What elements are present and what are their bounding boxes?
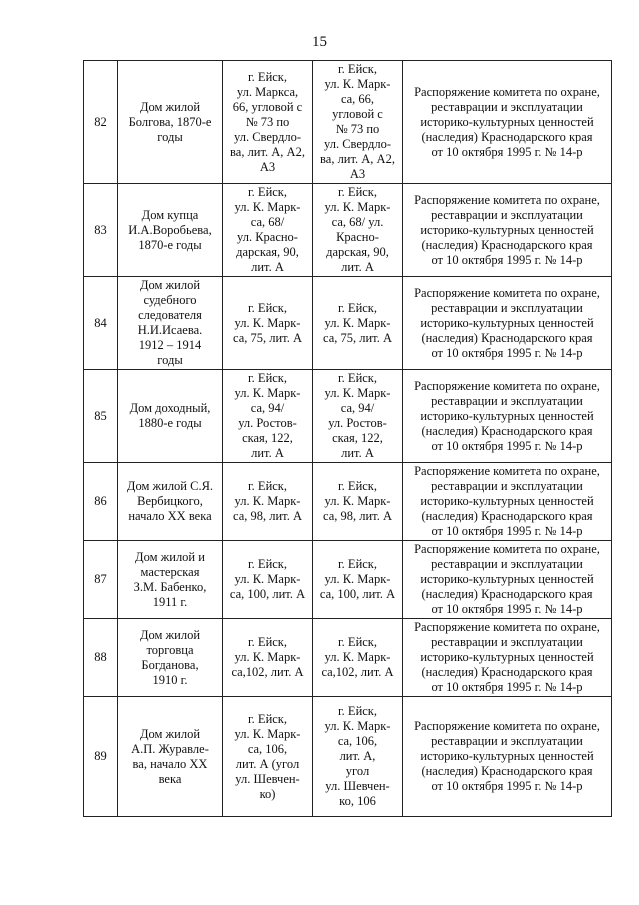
- address-cell: г. Ейск, ул. К. Марк- са, 106, лит. А (угол ул. Шевчен- ко): [223, 697, 313, 817]
- table-row: [84, 463, 612, 541]
- table-row: [84, 619, 612, 697]
- address-cell: г. Ейск, ул. К. Марк- са, 94/ ул. Ростов- ская, 122, лит. А: [223, 370, 313, 463]
- row-number-cell: 85: [84, 370, 118, 463]
- row-number-cell: 89: [84, 697, 118, 817]
- address-cell: г. Ейск, ул. К. Марк- са,102, лит. А: [223, 619, 313, 697]
- object-name-cell: Дом жилой А.П. Журавле- ва, начало XX века: [118, 697, 223, 817]
- object-name-cell: Дом доходный, 1880-е годы: [118, 370, 223, 463]
- object-name-cell: Дом жилой торговца Богданова, 1910 г.: [118, 619, 223, 697]
- address-cell: г. Ейск, ул. К. Марк- са, 68/ ул. Красно- дарская, 90, лит. А: [223, 184, 313, 277]
- address-cell: г. Ейск, ул. К. Марк- са, 98, лит. А: [223, 463, 313, 541]
- document-cell: Распоряжение комитета по охране, реставрации и эксплуатации историко-культурных ценностей (наследия) Краснодарского края от 10 октября 1995 г. № 14-р: [403, 619, 612, 697]
- address-cell: г. Ейск, ул. К. Марк- са, 100, лит. А: [223, 541, 313, 619]
- object-name-cell: Дом жилой Болгова, 1870-е годы: [118, 61, 223, 184]
- actual-address-cell: г. Ейск, ул. К. Марк- са, 98, лит. А: [313, 463, 403, 541]
- address-cell: г. Ейск, ул. Маркса, 66, угловой с № 73 по ул. Свердло- ва, лит. А, А2, А3: [223, 61, 313, 184]
- object-name-cell: Дом купца И.А.Воробьева, 1870-е годы: [118, 184, 223, 277]
- object-name-cell: Дом жилой С.Я. Вербицкого, начало XX века: [118, 463, 223, 541]
- table-row: [84, 697, 612, 817]
- row-number-cell: 82: [84, 61, 118, 184]
- heritage-register-table: [83, 60, 612, 817]
- row-number-cell: 86: [84, 463, 118, 541]
- table-row: [84, 541, 612, 619]
- row-number-cell: 87: [84, 541, 118, 619]
- actual-address-cell: г. Ейск, ул. К. Марк- са, 75, лит. А: [313, 277, 403, 370]
- actual-address-cell: г. Ейск, ул. К. Марк- са, 94/ ул. Ростов- ская, 122, лит. А: [313, 370, 403, 463]
- document-cell: Распоряжение комитета по охране, реставрации и эксплуатации историко-культурных ценностей (наследия) Краснодарского края от 10 октября 1995 г. № 14-р: [403, 697, 612, 817]
- actual-address-cell: г. Ейск, ул. К. Марк- са, 100, лит. А: [313, 541, 403, 619]
- table-row: [84, 184, 612, 277]
- row-number-cell: 83: [84, 184, 118, 277]
- object-name-cell: Дом жилой и мастерская З.М. Бабенко, 1911 г.: [118, 541, 223, 619]
- table-row: [84, 61, 612, 184]
- actual-address-cell: г. Ейск, ул. К. Марк- са, 66, угловой с № 73 по ул. Свердло- ва, лит. А, А2, А3: [313, 61, 403, 184]
- document-cell: Распоряжение комитета по охране, реставрации и эксплуатации историко-культурных ценностей (наследия) Краснодарского края от 10 октября 1995 г. № 14-р: [403, 541, 612, 619]
- address-cell: г. Ейск, ул. К. Марк- са, 75, лит. А: [223, 277, 313, 370]
- document-cell: Распоряжение комитета по охране, реставрации и эксплуатации историко-культурных ценностей (наследия) Краснодарского края от 10 октября 1995 г. № 14-р: [403, 61, 612, 184]
- page-number: 15: [312, 34, 327, 50]
- document-cell: Распоряжение комитета по охране, реставрации и эксплуатации историко-культурных ценностей (наследия) Краснодарского края от 10 октября 1995 г. № 14-р: [403, 277, 612, 370]
- document-cell: Распоряжение комитета по охране, реставрации и эксплуатации историко-культурных ценностей (наследия) Краснодарского края от 10 октября 1995 г. № 14-р: [403, 370, 612, 463]
- document-cell: Распоряжение комитета по охране, реставрации и эксплуатации историко-культурных ценностей (наследия) Краснодарского края от 10 октября 1995 г. № 14-р: [403, 463, 612, 541]
- actual-address-cell: г. Ейск, ул. К. Марк- са,102, лит. А: [313, 619, 403, 697]
- document-cell: Распоряжение комитета по охране, реставрации и эксплуатации историко-культурных ценностей (наследия) Краснодарского края от 10 октября 1995 г. № 14-р: [403, 184, 612, 277]
- object-name-cell: Дом жилой судебного следователя Н.И.Исаева. 1912 – 1914 годы: [118, 277, 223, 370]
- actual-address-cell: г. Ейск, ул. К. Марк- са, 68/ ул. Красно- дарская, 90, лит. А: [313, 184, 403, 277]
- table-row: [84, 277, 612, 370]
- table-row: [84, 370, 612, 463]
- row-number-cell: 84: [84, 277, 118, 370]
- actual-address-cell: г. Ейск, ул. К. Марк- са, 106, лит. А, угол ул. Шевчен- ко, 106: [313, 697, 403, 817]
- row-number-cell: 88: [84, 619, 118, 697]
